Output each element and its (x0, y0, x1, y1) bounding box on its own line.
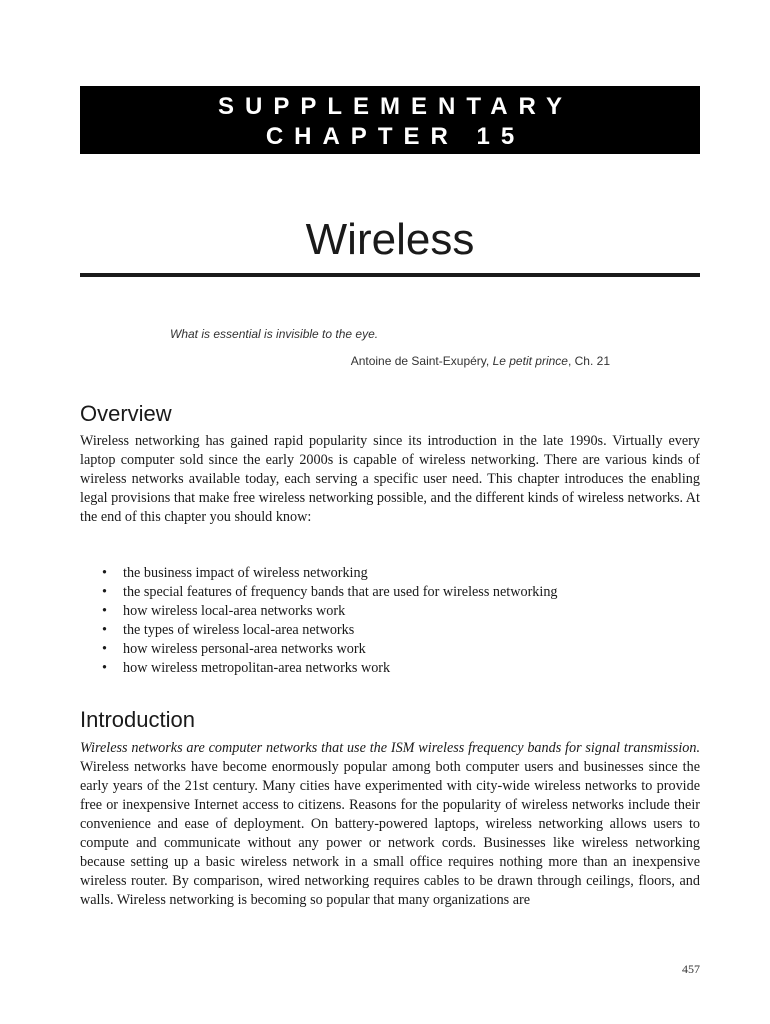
overview-paragraph: Wireless networking has gained rapid popularity since its introduction in the late 1990s. Virtually every laptop computer sold since the early 2000s is capable of wireless networking. There are various kinds of wireless networks available today, each serving a specific user need. This chapter introduces the enabling legal provisions that make free wireless networking possible, and the different kinds of wireless networks. At the end of this chapter you should know: (80, 433, 700, 525)
list-item: • how wireless personal-area networks work (80, 640, 700, 659)
introduction-paragraph (80, 739, 700, 910)
chapter-number: CHAPTER 15 (265, 123, 526, 150)
list-item: • the types of wireless local-area networks (80, 621, 700, 640)
list-item: • how wireless metropolitan-area networks work (80, 659, 700, 678)
list-item: • the special features of frequency bands that are used for wireless networking (80, 583, 700, 602)
introduction-body: Wireless networks have become enormously popular among both computer users and businesses since the early years of the 21st century. Many cities have experimented with city-wide wireless networks to provide free or inexpensive Internet access to citizens. Reasons for the popularity of wireless networks include their convenience and ease of deployment. On battery-powered laptops, wireless networking allows users to compute and communicate without any power or network cords. Businesses like wireless networking because setting up a basic wireless network in a small office requires nothing more than an inexpensive wireless router. By comparison, wired networking requires cables to be drawn through ceilings, floors, and walls. Wireless networking is becoming so popular that many organizations are (80, 759, 700, 908)
chapter-title: Wireless (305, 215, 475, 265)
epigraph-quote: What is essential is invisible to the eye. (170, 327, 379, 341)
introduction-lead: Wireless networks are computer networks that use the ISM wireless frequency bands for signal transmission. (80, 740, 700, 756)
page-number: 457 (682, 962, 700, 976)
epigraph-chapter-ref: , Ch. 21 (567, 354, 610, 368)
introduction-heading: Introduction (80, 707, 195, 732)
list-item: • the business impact of wireless networking (80, 564, 700, 583)
chapter-label: SUPPLEMENTARY (217, 93, 573, 120)
learning-objectives-list (80, 564, 700, 678)
epigraph-work: Le petit prince (492, 354, 568, 368)
epigraph-author: Antoine de Saint-Exupéry, (350, 354, 493, 368)
chapter-banner (80, 86, 700, 154)
epigraph-attribution (351, 354, 610, 368)
overview-heading: Overview (80, 401, 172, 426)
list-item: • how wireless local-area networks work (80, 602, 700, 621)
title-rule (80, 273, 700, 277)
